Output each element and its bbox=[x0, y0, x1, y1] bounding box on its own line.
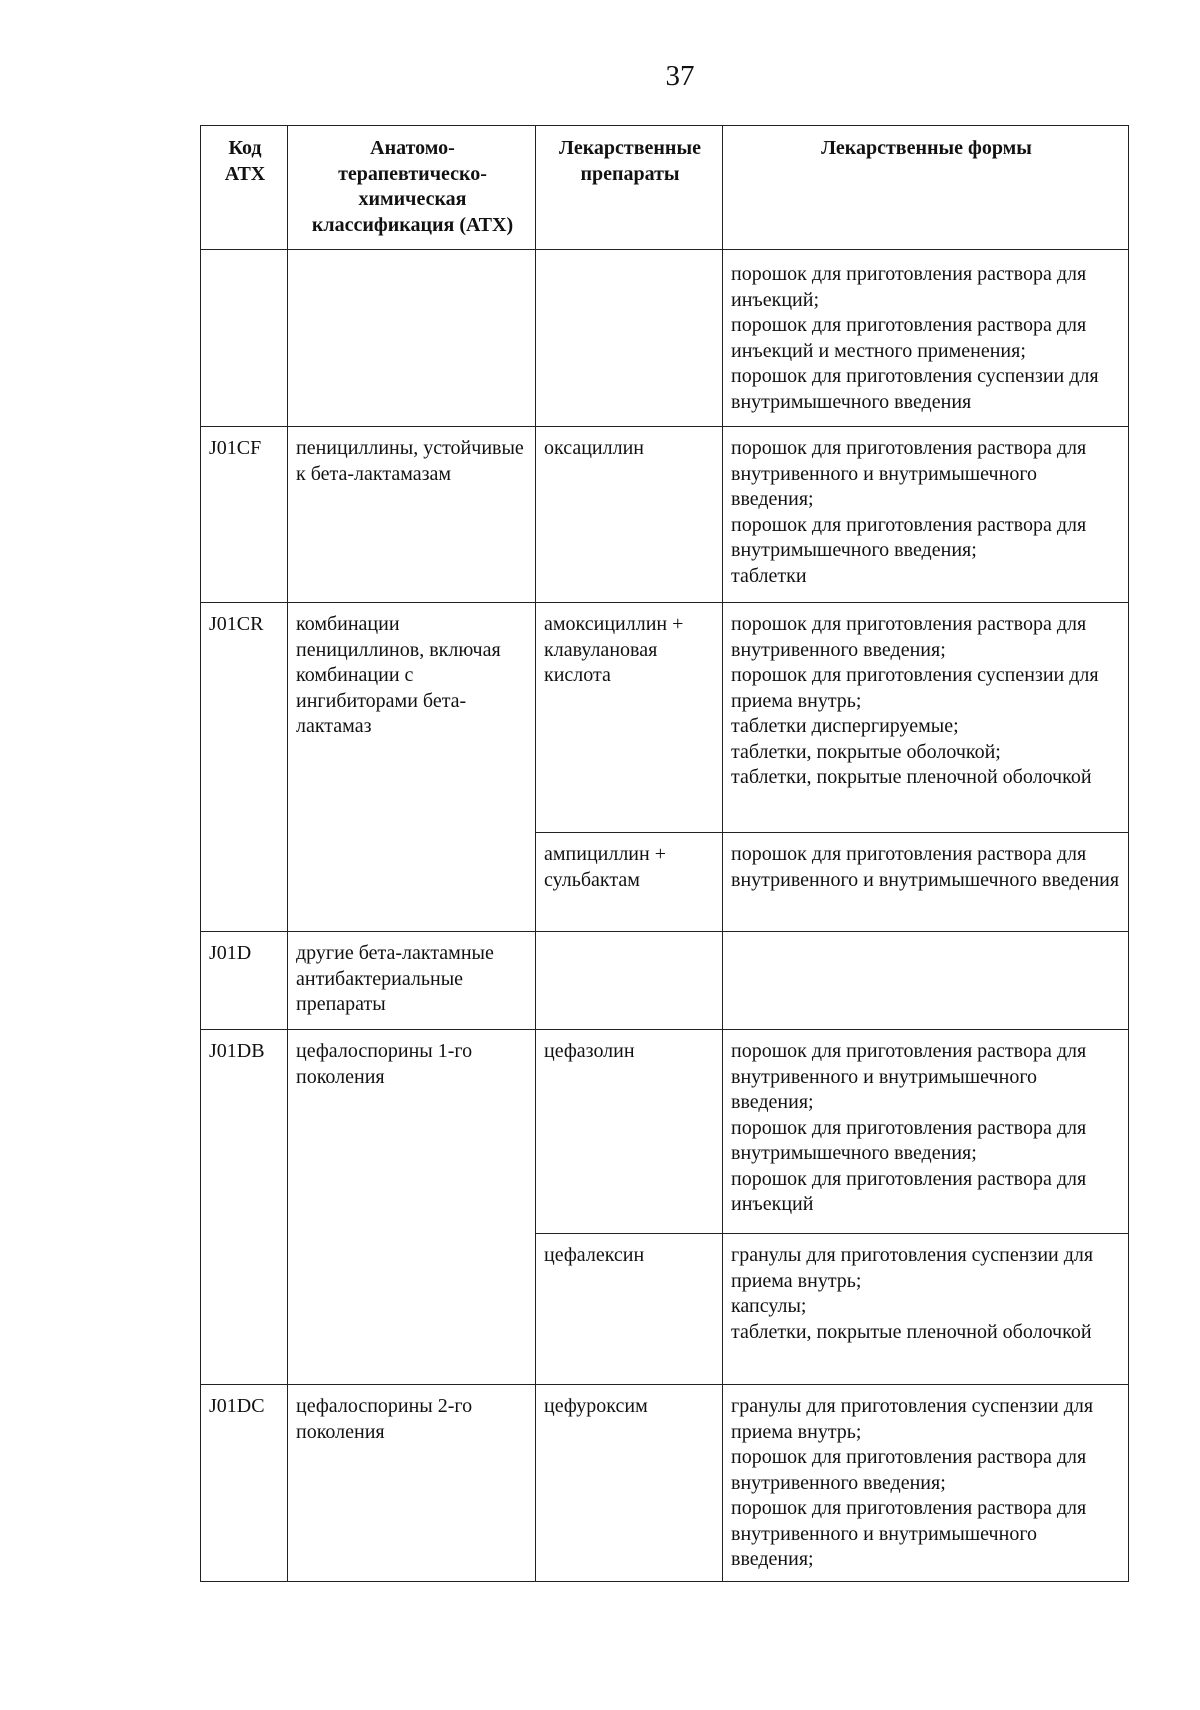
drug-cell: амоксициллин + клавулановая кислота bbox=[536, 603, 723, 833]
code-cell: J01CR bbox=[201, 603, 288, 932]
form-item: порошок для приготовления раствора для внутривенного и внутримышечного введения; bbox=[731, 1040, 1087, 1113]
table-row bbox=[201, 932, 1129, 1030]
form-item: гранулы для приготовления суспензии для приема внутрь; bbox=[731, 1395, 1094, 1443]
drug-cell: цефуроксим bbox=[536, 1385, 723, 1582]
forms-cell bbox=[723, 427, 1129, 603]
table-header-row bbox=[201, 126, 1129, 250]
form-item: порошок для приготовления раствора для внутривенного введения; bbox=[731, 613, 1087, 661]
form-item: порошок для приготовления раствора для внутривенного и внутримышечного введения bbox=[731, 843, 1120, 891]
header-forms: Лекарственные формы bbox=[723, 126, 1129, 250]
form-item: порошок для приготовления раствора для инъекций; bbox=[731, 263, 1087, 311]
classification-cell: цефалоспорины 1-го поколения bbox=[288, 1030, 536, 1385]
header-classification: Анатомо-терапевтическо-химическая классификация (АТХ) bbox=[288, 126, 536, 250]
classification-cell: цефалоспорины 2-го поколения bbox=[288, 1385, 536, 1582]
header-code: Код АТХ bbox=[201, 126, 288, 250]
drug-cell: цефазолин bbox=[536, 1030, 723, 1234]
form-item: таблетки, покрытые оболочкой; bbox=[731, 740, 1001, 763]
forms-cell bbox=[723, 250, 1129, 427]
form-item: порошок для приготовления раствора для инъекций bbox=[731, 1167, 1087, 1215]
table-row bbox=[201, 250, 1129, 427]
drug-cell: цефалексин bbox=[536, 1234, 723, 1385]
header-drugs: Лекарственные препараты bbox=[536, 126, 723, 250]
forms-cell bbox=[723, 603, 1129, 833]
code-cell: J01D bbox=[201, 932, 288, 1030]
form-item: порошок для приготовления раствора для внутривенного и внутримышечного введения; bbox=[731, 1497, 1087, 1570]
drug-cell bbox=[536, 250, 723, 427]
page-number: 37 bbox=[665, 60, 695, 92]
code-cell bbox=[201, 250, 288, 427]
classification-cell: другие бета-лактамные антибактериальные препараты bbox=[288, 932, 536, 1030]
forms-cell bbox=[723, 1385, 1129, 1582]
atc-drug-table bbox=[200, 125, 1129, 1582]
form-item: капсулы; bbox=[731, 1295, 807, 1317]
table-row bbox=[201, 1385, 1129, 1582]
classification-cell: пенициллины, устойчивые к бета-лактамазам bbox=[288, 427, 536, 603]
form-item: порошок для приготовления раствора для внутримышечного введения; bbox=[731, 513, 1087, 561]
form-item: таблетки, покрытые пленочной оболочкой bbox=[731, 1320, 1092, 1343]
forms-cell bbox=[723, 1030, 1129, 1234]
classification-cell bbox=[288, 250, 536, 427]
forms-cell bbox=[723, 833, 1129, 932]
form-item: порошок для приготовления суспензии для внутримышечного введения bbox=[731, 365, 1099, 413]
form-item: порошок для приготовления раствора для внутримышечного введения; bbox=[731, 1116, 1087, 1164]
classification-cell: комбинации пенициллинов, включая комбинации с ингибиторами бета-лактамаз bbox=[288, 603, 536, 932]
table-row bbox=[201, 427, 1129, 603]
forms-cell bbox=[723, 1234, 1129, 1385]
code-cell: J01DC bbox=[201, 1385, 288, 1582]
table-row bbox=[201, 603, 1129, 833]
form-item: порошок для приготовления раствора для инъекций и местного применения; bbox=[731, 314, 1087, 362]
code-cell: J01CF bbox=[201, 427, 288, 603]
forms-cell bbox=[723, 932, 1129, 1030]
code-cell: J01DB bbox=[201, 1030, 288, 1385]
drug-cell bbox=[536, 932, 723, 1030]
form-item: порошок для приготовления суспензии для приема внутрь; bbox=[731, 664, 1099, 712]
form-item: гранулы для приготовления суспензии для приема внутрь; bbox=[731, 1244, 1094, 1292]
form-item: порошок для приготовления раствора для внутривенного и внутримышечного введения; bbox=[731, 437, 1087, 510]
form-item: таблетки, покрытые пленочной оболочкой bbox=[731, 766, 1092, 788]
form-item: таблетки диспергируемые; bbox=[731, 715, 959, 737]
drug-cell: ампициллин + сульбактам bbox=[536, 833, 723, 932]
table-row bbox=[201, 1030, 1129, 1234]
form-item: порошок для приготовления раствора для внутривенного введения; bbox=[731, 1446, 1087, 1494]
form-item: таблетки bbox=[731, 564, 807, 587]
drug-cell: оксациллин bbox=[536, 427, 723, 603]
